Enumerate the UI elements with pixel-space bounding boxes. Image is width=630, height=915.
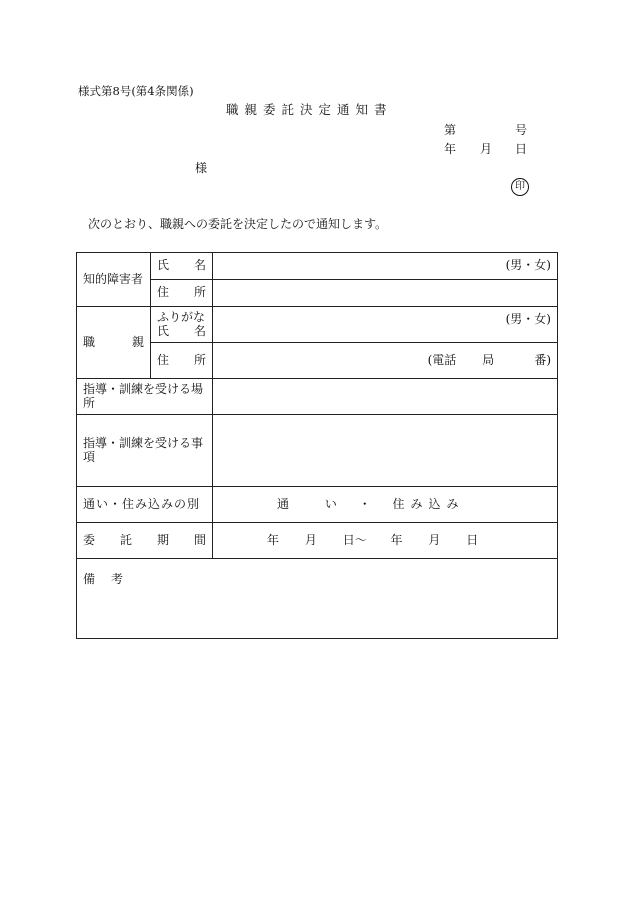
period-start-year: 年: [267, 532, 280, 547]
table-row: [77, 379, 558, 415]
address-label-b: 所: [193, 285, 206, 300]
number-prefix: 第: [444, 123, 457, 137]
phone-label: (電話: [427, 352, 457, 367]
period-field[interactable]: [213, 523, 558, 559]
name-label: [151, 253, 213, 280]
disabled-person-name-field[interactable]: [213, 253, 558, 280]
name-label-b: 名: [193, 258, 206, 273]
period-label-char: 間: [193, 532, 206, 547]
intro-text: 次のとおり、職親への委託を決定したので通知します。: [88, 217, 388, 231]
period-label-char: 期: [156, 532, 169, 547]
table-row: [77, 415, 558, 487]
table-row: [77, 559, 558, 639]
period-label-char: 託: [119, 532, 132, 547]
disabled-person-label: 知的障害者: [77, 253, 151, 307]
commute-option-commuting-b: い: [324, 496, 337, 511]
phone-exchange-label: 局: [482, 352, 495, 367]
name-label-a: 氏: [157, 258, 170, 273]
training-place-field[interactable]: [213, 379, 558, 415]
period-end-month: 月: [428, 532, 441, 547]
period-end-year: 年: [390, 532, 403, 547]
date-day-label: 日: [515, 142, 528, 156]
gender-options: (男・女): [505, 258, 551, 273]
foster-parent-label: [77, 307, 151, 379]
period-label-char: 委: [83, 532, 96, 547]
address-label-a: 住: [157, 285, 170, 300]
training-matters-field[interactable]: [213, 415, 558, 487]
table-row: [77, 307, 558, 343]
remarks-label: 備 考: [83, 572, 126, 586]
foster-gender-options: (男・女): [505, 312, 551, 326]
date-month-label: 月: [480, 142, 493, 156]
commute-label-text: 通い・住み込みの別: [83, 496, 201, 511]
notification-table: [76, 252, 557, 639]
foster-label-b: 親: [131, 334, 144, 349]
period-label: [77, 523, 213, 559]
furigana-label: ふりがな: [157, 309, 206, 324]
table-row: [77, 487, 558, 523]
foster-address-label-a: 住: [157, 352, 170, 367]
date-year-label: 年: [444, 142, 457, 156]
foster-parent-name-field[interactable]: [213, 307, 558, 343]
remarks-field[interactable]: [77, 559, 558, 639]
foster-parent-address-field[interactable]: [213, 343, 558, 379]
foster-address-label: [151, 343, 213, 379]
number-suffix: 号: [515, 123, 528, 137]
commute-field[interactable]: [213, 487, 558, 523]
commute-separator: ・: [358, 496, 371, 511]
foster-name-label-b: 名: [193, 323, 206, 338]
commute-label: [77, 487, 213, 523]
form-number: 様式第8号(第4条関係): [78, 84, 194, 98]
table-row: [77, 253, 558, 280]
addressee-suffix: 様: [195, 161, 208, 175]
commute-option-commuting-a: 通: [277, 496, 290, 511]
document-title: 職親委託決定通知書: [226, 102, 393, 117]
phone-number-label: 番): [534, 352, 551, 367]
commute-option-live-in: 住み込み: [392, 496, 465, 511]
training-matters-label: 指導・訓練を受ける事項: [77, 415, 213, 487]
foster-address-label-b: 所: [193, 352, 206, 367]
foster-name-label-a: 氏: [157, 323, 170, 338]
period-end-day: 日: [466, 532, 479, 547]
training-place-label: 指導・訓練を受ける場所: [77, 379, 213, 415]
foster-label-a: 職: [83, 334, 96, 349]
table-row: [77, 523, 558, 559]
period-start-month: 月: [304, 532, 317, 547]
period-start-day: 日〜: [342, 532, 367, 547]
address-label: [151, 280, 213, 307]
seal-icon: 印: [511, 178, 529, 196]
furigana-name-label: [151, 307, 213, 343]
disabled-person-address-field[interactable]: [213, 280, 558, 307]
